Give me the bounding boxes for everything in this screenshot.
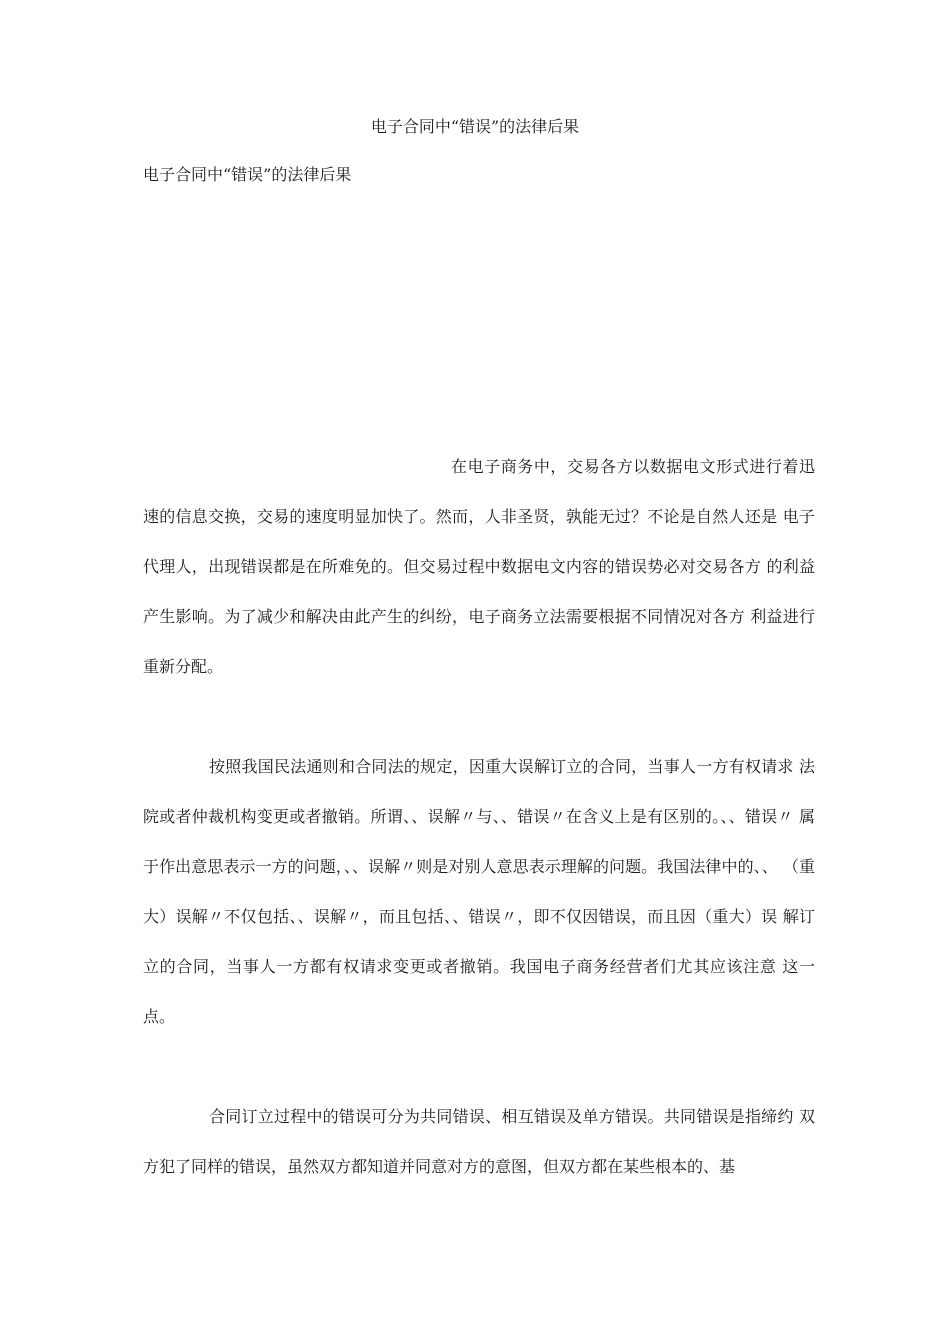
document-title: 电子合同中“错误”的法律后果 <box>370 117 580 136</box>
document-subtitle: 电子合同中“错误”的法律后果 <box>143 165 352 184</box>
paragraph-1: 在电子商务中，交易各方以数据电文形式进行着迅速的信息交换，交易的速度明显加快了。然而，人非圣贤，孰能无过？不论是自然人还是 电子代理人，出现错误都是在所难免的。但交易过程中数据电文内容的错误势必对交易各方 的利益产生影响。为了减少和解决由此产生的纠纷，电子商务立法需要根据不同情况对各方 利益进行重新分配。 <box>143 457 815 676</box>
paragraph-3: 合同订立过程中的错误可分为共同错误、相互错误及单方错误。共同错误是指缔约 双方犯了同样的错误，虽然双方都知道并同意对方的意图，但双方都在某些根本的、基 <box>143 1107 815 1176</box>
paragraph-2: 按照我国民法通则和合同法的规定，因重大误解订立的合同，当事人一方有权请求 法院或者仲裁机构变更或者撤销。所谓、、误解〃与、、错误〃在含义上是有区别的。、、错误〃 属于作出意思表示一方的问题，、、误解〃则是对别人意思表示理解的问题。我国法律中的、、 （重大）误解〃不仅包括、、误解〃，而且包括、、错误〃，即不仅因错误，而且因（重大）误 解订立的合同，当事人一方都有权请求变更或者撤销。我国电子商务经营者们尤其应该注意 这一点。 <box>143 757 815 1026</box>
